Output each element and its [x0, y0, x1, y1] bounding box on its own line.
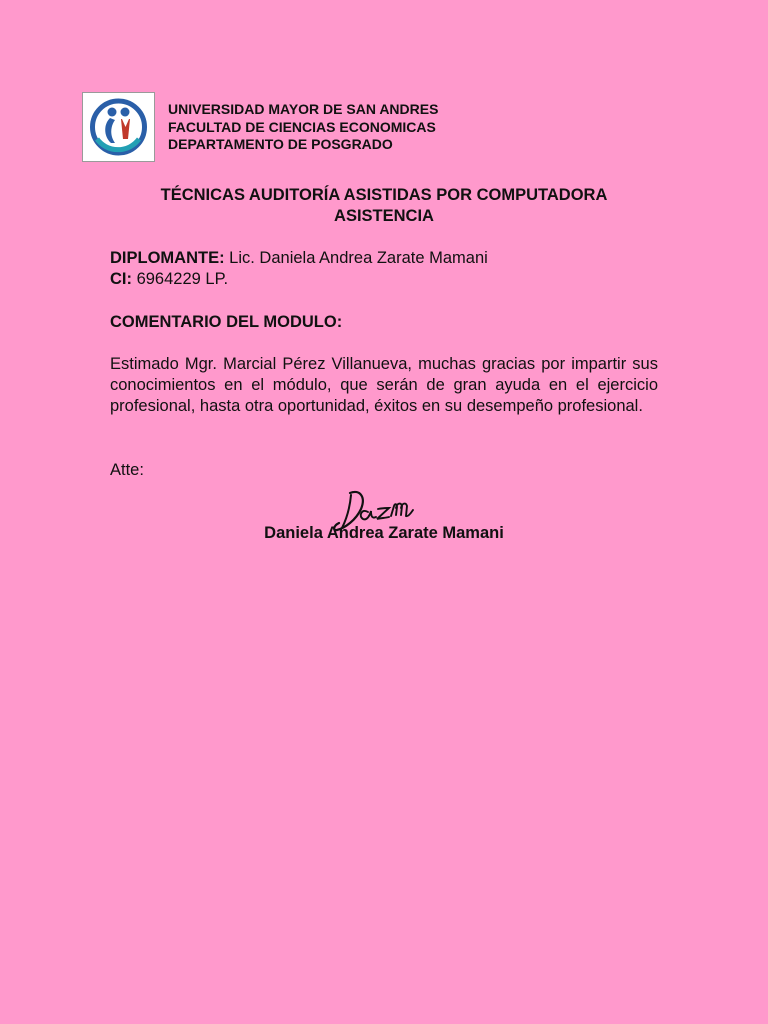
diplomante-row — [110, 249, 488, 268]
comment-body: Estimado Mgr. Marcial Pérez Villanueva, muchas gracias por impartir sus conocimientos en el módulo, que serán de gran ayuda en el ejercicio profesional, hasta otra oportunidad, éxitos en su desempeño profesional. — [110, 355, 658, 415]
posgrado-logo-icon — [83, 93, 154, 161]
signer-name: Daniela Andrea Zarate Mamani — [264, 524, 504, 542]
diplomante-value: Lic. Daniela Andrea Zarate Mamani — [224, 249, 488, 267]
comment-heading: COMENTARIO DEL MODULO: — [110, 313, 343, 331]
university-name: UNIVERSIDAD MAYOR DE SAN ANDRES — [168, 101, 439, 117]
diplomante-label: DIPLOMANTE: — [110, 249, 225, 267]
department-name: DEPARTAMENTO DE POSGRADO — [168, 136, 393, 152]
university-logo — [82, 92, 155, 162]
ci-value: 6964229 LP. — [132, 270, 229, 288]
document-subtitle: ASISTENCIA — [334, 207, 434, 225]
ci-row — [110, 270, 228, 289]
closing-atte: Atte: — [110, 461, 144, 479]
ci-label: CI: — [110, 270, 132, 288]
document-title: TÉCNICAS AUDITORÍA ASISTIDAS POR COMPUTADORA — [160, 186, 608, 204]
faculty-name: FACULTAD DE CIENCIAS ECONOMICAS — [168, 118, 436, 135]
institution-header — [168, 101, 438, 154]
